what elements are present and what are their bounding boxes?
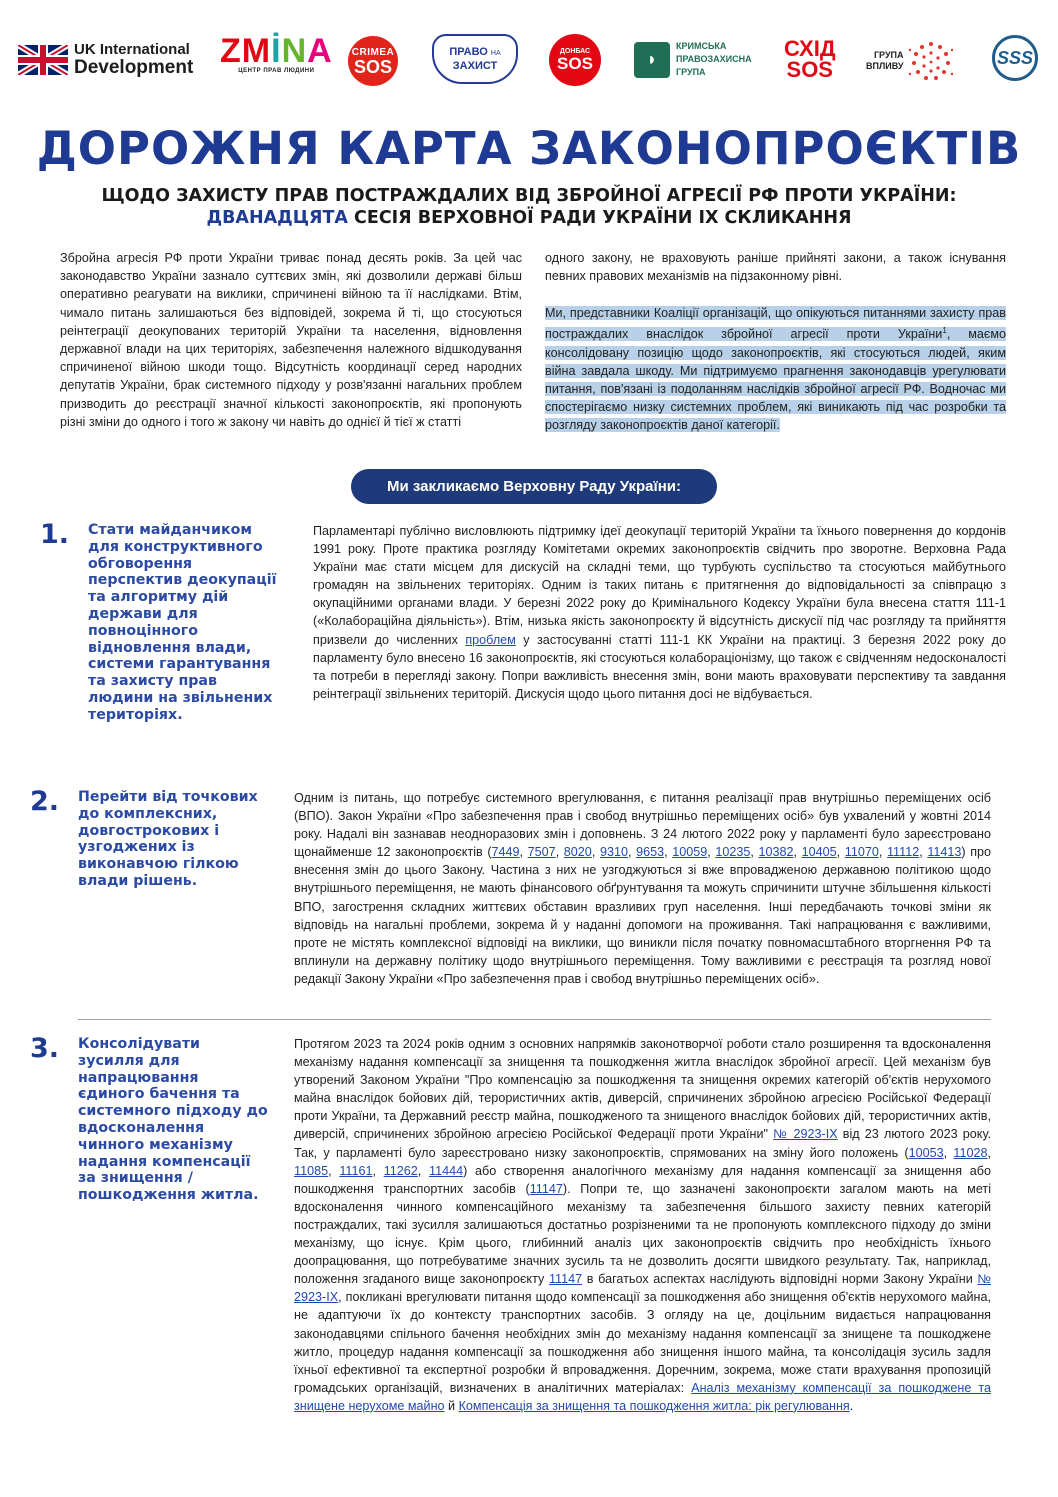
bill-link[interactable]: 11161 (339, 1163, 373, 1178)
bill-link[interactable]: 9310 (599, 845, 628, 860)
grupa-vplyvu-logo (866, 38, 956, 84)
subtitle-highlight: ДВАНАДЦЯТА (206, 208, 348, 228)
item-1-body-text-b: у застосуванні статті 111-1 КК України на практиці. З березня 2022 року до парламенту було внесено 16 законопроєктів, які стосуються колабораціонізму, що також є свідченням недосконалості та потреби в перегляді закону. Попри важливість внесення змін, вони мають враховувати перспективу та завдання реінтеграції звільнених територій. Дискусія щодо цього питання досі не відбувається. (313, 632, 1006, 701)
zmina-wordmark: ZMİNA (220, 32, 333, 70)
bill-link[interactable]: 8020 (563, 845, 592, 860)
call-to-parliament-banner: Ми закликаємо Верховну Раду України: (351, 469, 717, 504)
donbas-sos-line2: SOS (557, 54, 593, 73)
uk-development-logo (18, 42, 193, 78)
uk-logo-line2: Development (74, 57, 194, 78)
item-1-body (313, 522, 1006, 703)
skhid-line1: СХІД (784, 36, 836, 61)
dots-burst-icon (906, 38, 956, 84)
item-3-body-text-b: від 23 лютого 2023 року. Так, у парламенті було зареєстровано низку законопроєктів, спрямованих на зміну його положень ( (294, 1127, 991, 1160)
item-3-body-text-a: Протягом 2023 та 2024 років одним з основних напрямків законотворчої роботи стало розширення та вдосконалення механізму надання компенсації за знищення та пошкодження житла внаслідок збройної агресії. Цей механізм був утворений Законом України "Про компенсацію за пошкодження та знищення окремих категорій об'єктів нерухомого майна внаслідок бойових дій, терористичних актів, диверсій, спричинених збройною агресією Російської Федерації проти України, та Державний реєстр майна, пошкодженого та знищеного внаслідок бойових дій, терористичних актів, диверсій, спричинених збройною агресією Російської Федерації проти України" (294, 1037, 991, 1142)
crimea-sos-line2: SOS (353, 56, 392, 77)
intro-right-paragraph-2 (545, 304, 1006, 435)
item-3-heading: Консолідувати зусилля для напрацювання єдиного бачення та системного підходу до вдосконалення чинного механізму надання компенсації за знищення / пошкодження житла. (78, 1036, 268, 1204)
item-3-body-text-d: ). Попри те, що зазначені законопроєкти загалом мають на меті вдосконалення чинного компенсаційного механізму та забезпечення більшого захисту певних категорій постраждалих, такі зусилля залишаються достатньо розрізненими та не пропонують комплексного підходу до зміни механізму, що існує. Крім цього, глибинний аналіз цих законопроєктів свідчить про необхідність їхнього доопрацювання, що потребуватиме значних зусиль та не дозволить досягти швидкого результату. Так, наприклад, положення згаданого вище законопроєкту (294, 1181, 991, 1287)
bill-link[interactable]: 10405 (801, 845, 837, 860)
item-2-bill-links: 7449, 7507, 8020, 9310, 9653, 10059, 10235, 10382, 10405, 11070, 11112, 11413 (491, 845, 962, 860)
donbas-sos-line1: ДОНБАС (559, 48, 591, 55)
item-2-body-text-b: ) про внесення змін до цього Закону. Частина з них не узгоджуються зі вже впровадженою державною політикою щодо внутрішнього переміщення, не мають фінансового обґрунтування та можуть спричинити штучне збільшення кількості ВПО, загострення складних життєвих обставин вразливих груп населення. Інші передбачають точкові зміни як відповідь на нагальні проблеми, зокрема й у наданні допомоги на проживання. Такі напрацювання є важливими, проте не містять комплексної відповіді на виклики, що виникли після початку повномасштабного вторгнення РФ та вплинули на державну політику щодо внутрішнього переміщення. Тому важливими є реєстрація та розгляд нової редакції Закону України «Про забезпечення прав і свобод внутрішньо переміщених осіб». (294, 845, 992, 986)
crimea-sos-logo (348, 36, 398, 86)
bill-link[interactable]: 11085 (294, 1163, 329, 1178)
item-2-body (294, 789, 991, 988)
item-3-body-text-h: . (849, 1398, 854, 1413)
zmina-subtitle: ЦЕНТР ПРАВ ЛЮДИНИ (238, 68, 315, 74)
uk-flag-icon (18, 45, 68, 75)
pravo-line1: ПРАВО (449, 46, 488, 58)
page-subtitle-line2 (0, 208, 1058, 228)
subtitle-rest: СЕСІЯ ВЕРХОВНОЇ РАДИ УКРАЇНИ IX СКЛИКАННЯ (347, 208, 852, 228)
zmina-logo (220, 34, 333, 74)
law-2923-link[interactable]: № 2923-IX (773, 1127, 838, 1142)
intro-left-paragraph: Збройна агресія РФ проти України триває понад десять років. За цей час законодавство України зазнало суттєвих змін, які дозволили державі більш оперативно реагувати на виклики, спричинені війною та її наслідками. Втім, чимало питань залишаються без відповідей, зокрема й ті, що стосуються реінтеграції деокупованих територій України та населення, відновлення державної влади на цих територіях, забезпечення належного відшкодування спричиненої війною шкоди тощо. Відсутність координації серед народних депутатів України, брак системного підходу у розв'язанні нагальних проблем призводить до реєстрації значної кількості законопроєктів, які пропонують різні зміни до одного і того ж закону чи навіть до однієї й тієї ж статті (60, 251, 522, 429)
intro-right-paragraph-1: одного закону, не враховують раніше прийняті закони, а також існування певних правових механізмів на підзаконному рівні. (545, 251, 1006, 284)
coalition-statement-a: Ми, представники Коаліції організацій, що опікуються питаннями захисту прав постраждалих внаслідок збройної агресії проти України (545, 306, 1006, 342)
bill-link[interactable]: 10053 (908, 1145, 944, 1160)
skhid-sos-logo (784, 38, 836, 80)
bill-link[interactable]: 11028 (953, 1145, 988, 1160)
bill-link[interactable]: 10059 (672, 845, 708, 860)
law-2923-link-2[interactable]: № 2923-IX (294, 1272, 991, 1305)
bill-link[interactable]: 11262 (383, 1163, 418, 1178)
bill-link[interactable]: 7449 (491, 845, 520, 860)
item-2-body-text-a: Одним із питань, що потребує системного врегулювання, є питання реалізації прав внутрішньо переміщених осіб (ВПО). Закон України «Про забезпечення прав і свобод внутрішньо переміщених осіб» був ухвалений у жовтні 2014 року. Надалі він зазнавав неодноразових змін і доповнень. З 24 лютого 2022 року у парламенті було зареєстровано щонайменше 12 законопроєктів ( (294, 791, 991, 860)
bill-link[interactable]: 11413 (927, 845, 962, 860)
grupa-line1: ГРУПА (873, 50, 904, 60)
item-1-body-text-a: Парламентарі публічно висловлюють підтримку ідеї деокупації територій України та їхнього повернення до кордонів 1991 року. Проте практика розгляду Комітетами окремих законопроєктів свідчить про зворотне. Верховна Рада України має стати місцем для дискусій на складні теми, що турбують суспільство та стосуються майбутнього громадян на звільнених територіях. Одним із таких питань є притягнення до відповідальності за співпрацю з окупаційними органами влади. У березні 2022 року до Кримінального Кодексу України була внесена стаття 111-1 («Колабораційна діяльність»). Втім, низька якість законопроєкту й відсутність дискусії під час розгляду та прийняття призвели до численних (313, 524, 1006, 647)
pravo-line2: ЗАХИСТ (452, 60, 498, 72)
crimea-sos-line1: CRIMEA (351, 46, 395, 58)
compensation-year-link[interactable]: Компенсація за знищення та пошкодження житла: рік регулювання (458, 1398, 850, 1413)
khpg-line3: ГРУПА (676, 67, 706, 77)
analysis-compensation-link[interactable]: Аналіз механізму компенсації за пошкоджене та знищене нерухоме майно (294, 1380, 991, 1413)
page-subtitle-line1: ЩОДО ЗАХИСТУ ПРАВ ПОСТРАЖДАЛИХ ВІД ЗБРОЙНОЇ АГРЕСІЇ РФ ПРОТИ УКРАЇНИ: (101, 186, 957, 206)
bill-11147-link[interactable]: 11147 (529, 1181, 563, 1196)
item-3-bill-links: 10053, 11028, 11085, 11161, 11262, 11444 (294, 1145, 991, 1178)
item-3-body (294, 1035, 991, 1415)
grupa-line2: ВПЛИВУ (866, 61, 904, 71)
bill-link[interactable]: 7507 (527, 845, 556, 860)
item-3-number: 3. (30, 1033, 60, 1064)
page-title: ДОРОЖНЯ КАРТА ЗАКОНОПРОЄКТІВ (36, 122, 1022, 175)
pravo-na: НА (490, 50, 501, 57)
bill-link[interactable]: 11070 (844, 845, 879, 860)
bill-link[interactable]: 11444 (429, 1163, 464, 1178)
donbas-sos-logo (549, 34, 601, 86)
bill-link[interactable]: 10382 (758, 845, 794, 860)
bill-link[interactable]: 11112 (886, 845, 920, 860)
item-3-body-text-c: ) або створення аналогічного механізму для надання компенсації за знищення або пошкодження транспортних засобів ( (294, 1163, 992, 1196)
item-2-heading: Перейти від точкових до комплексних, довгострокових і узгоджених із виконавчою гілкою влади рішень. (78, 789, 258, 889)
bill-link[interactable]: 10235 (715, 845, 751, 860)
item-3-body-text-e: в багатьох аспектах наслідують відповідні норми Закону України (582, 1272, 978, 1287)
coalition-statement-b: , маємо консолідовану позицію щодо законопроєктів, які стосуються людей, яким війна завдала шкоду. Ми підтримуємо прагнення законодавців урегулювати питання, пов'язані із подоланням наслідків збройної агресії РФ. Водночас ми спостерігаємо низку системних проблем, які виникають під час розробки та розгляду законопроєктів даної категорії. (545, 327, 1007, 433)
khpg-line2: ПРАВОЗАХИСНА (676, 54, 752, 64)
bill-11147-link-2[interactable]: 11147 (548, 1272, 583, 1287)
sss-logo: SSS (992, 35, 1038, 81)
section-divider (78, 1019, 991, 1020)
partner-logos (16, 28, 1046, 94)
item-1-heading: Стати майданчиком для конструктивного обговорення перспектив деокупації та алгоритму дій держави для повноцінного відновлення влади, системи гарантування та захисту прав людини на звільнених територіях. (88, 522, 277, 723)
footnote-ref[interactable]: 1 (942, 326, 947, 336)
bill-link[interactable]: 9653 (636, 845, 665, 860)
item-2-number: 2. (30, 786, 60, 817)
skhid-line2: SOS (786, 57, 833, 82)
crimea-map-icon: ◗ (634, 42, 670, 78)
pravo-na-zakhyst-logo (432, 34, 518, 84)
problems-link[interactable]: проблем (465, 632, 516, 647)
uk-logo-line1: UK International (74, 41, 190, 58)
item-1-number: 1. (40, 519, 70, 550)
item-3-body-text-f: , покликані врегулювати питання щодо компенсації за пошкодження або знищення об'єктів нерухомого майна, не адаптуючи їх до контексту транспортних засобів. З огляду на це, доцільним видається напрацювання законодавцями спільного бачення необхідних змін до механізму надання компенсації за знищене та пошкоджене житло, процедур надання компенсації за пошкодження або знищення іншого майна, та консолідація зусиль задля їхньої ефективної та експертної розробки й впровадження. Доречним, зокрема, може стати врахування пропозицій громадських організацій, визначених в аналітичних матеріалах: (294, 1290, 991, 1395)
khpg-line1: КРИМСЬКА (676, 41, 727, 51)
khpg-logo (634, 40, 752, 79)
item-3-body-text-g: й (444, 1398, 459, 1413)
